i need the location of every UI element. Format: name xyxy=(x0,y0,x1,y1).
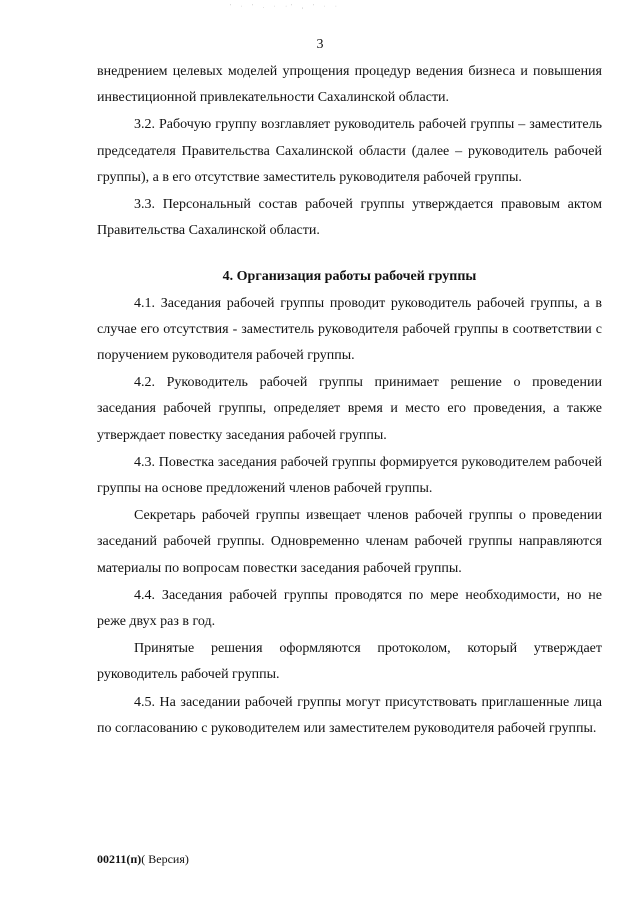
page-number: 3 xyxy=(316,37,324,52)
paragraph-decisions: Принятые решения оформляются протоколом, который утверждает руководитель рабочей группы. xyxy=(97,641,602,683)
paragraph-3-3: 3.3. Персональный состав рабочей группы утверждается правовым актом Правительства Сахалинской области. xyxy=(97,197,602,239)
version-note: ( Версия) xyxy=(141,852,189,866)
section-heading: 4. Организация работы рабочей группы xyxy=(222,269,477,285)
document-code: 00211(п) xyxy=(97,852,142,866)
paragraph-continuation: внедрением целевых моделей упрощения процедур ведения бизнеса и повышения инвестиционной привлекательности Сахалинской области. xyxy=(97,64,602,106)
document-body xyxy=(97,59,602,742)
paragraph-4-4: 4.4. Заседания рабочей группы проводятся по мере необходимости, но не реже двух раз в год. xyxy=(97,587,602,630)
paragraph-4-2: 4.2. Руководитель рабочей группы принимает решение о проведении заседания рабочей группы, определяет время и место его проведения, а также утверждает повестку заседания рабочей группы. xyxy=(97,375,602,443)
paragraph-4-1: 4.1. Заседания рабочей группы проводит руководитель рабочей группы, а в случае его отсутствия - заместитель руководителя рабочей группы в соответствии с поручением руководителя рабочей группы. xyxy=(97,295,602,364)
paragraph-3-2: 3.2. Рабочую группу возглавляет руководитель рабочей группы – заместитель председателя Правительства Сахалинской области (далее – руководитель рабочей группы), а в его отсутствие заместитель руководителя рабочей группы. xyxy=(97,117,602,185)
paragraph-4-5: 4.5. На заседании рабочей группы могут присутствовать приглашенные лица по согласованию с руководителем или заместителем руководителя рабочей группы. xyxy=(97,694,602,736)
paragraph-secretary: Секретарь рабочей группы извещает членов рабочей группы о проведении заседаний рабочей группы. Одновременно членам рабочей группы направляются материалы по вопросам повестки заседания рабочей группы. xyxy=(97,508,602,576)
paragraph-4-3: 4.3. Повестка заседания рабочей группы формируется руководителем рабочей группы на основе предложений членов рабочей группы. xyxy=(97,454,602,497)
scan-artifact: ' · ' . · ·' , ' · · xyxy=(230,4,341,10)
document-footer xyxy=(97,851,189,867)
